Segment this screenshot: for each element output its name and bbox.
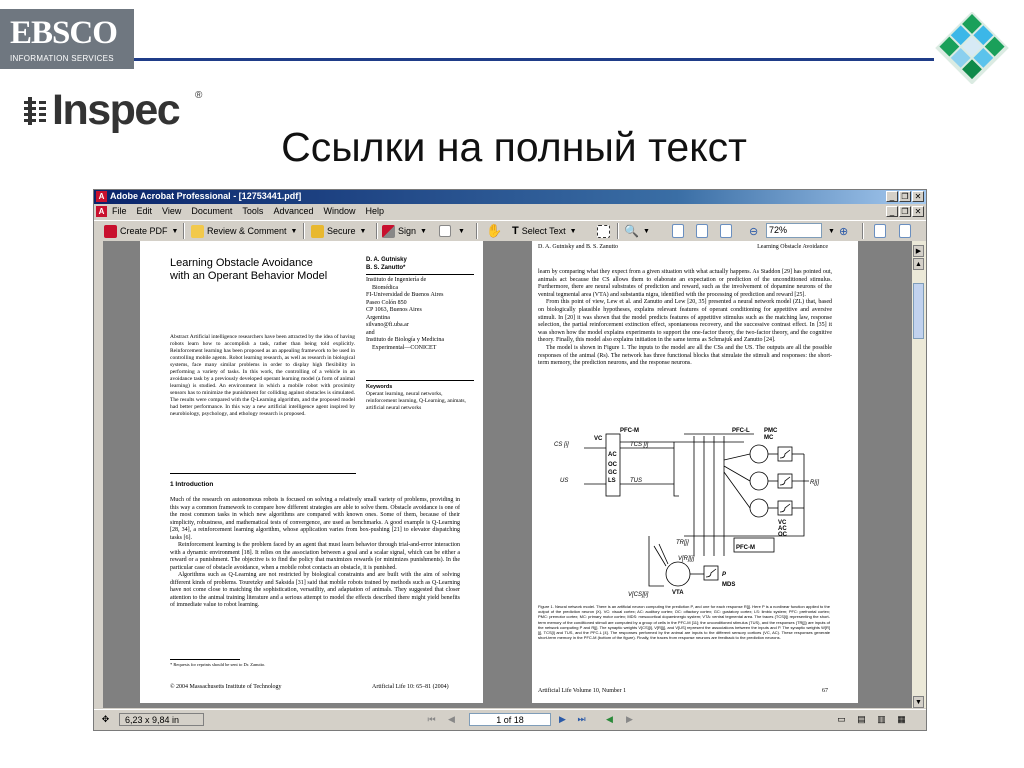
facing-icon[interactable]: ▥ <box>877 714 886 724</box>
menu-document[interactable]: Document <box>191 206 233 216</box>
affiliation-line: Paseo Colón 850 <box>366 299 407 306</box>
diagram-label: VC <box>778 520 787 526</box>
page-icon <box>672 224 684 238</box>
diagram-label: V[R][j] <box>678 556 695 562</box>
create-pdf-icon <box>104 225 117 238</box>
body-paragraph: The model is shown in Figure 1. The inputs to the model are all the CSs and the US. The outputs are all the possible responses of the animal (Rs). The network has three functional blocks that simulate the stimuli and responses: the short-term memory, the prediction neurons, and the response neurons. <box>538 344 832 367</box>
sign-label: Sign <box>398 226 417 236</box>
pointer-icon <box>439 225 451 237</box>
hand-icon: ✋ <box>486 223 503 238</box>
affiliation-line: Instituto de Biología y Medicina <box>366 337 444 343</box>
prev-page-icon[interactable]: ◀ <box>448 714 455 724</box>
actual-size-button[interactable] <box>672 223 687 239</box>
diagram-label: TUS <box>630 478 642 484</box>
menu-edit[interactable]: Edit <box>136 206 153 216</box>
scroll-up-icon[interactable]: ▲ <box>913 258 924 270</box>
toolbar-separator <box>183 223 185 239</box>
zoom-in-button[interactable] <box>839 223 848 239</box>
comment-icon <box>191 225 204 238</box>
dropdown-arrow-icon: ▼ <box>569 227 577 235</box>
zoom-out-icon: ⊖ <box>749 225 759 238</box>
paper-title <box>170 257 327 283</box>
body-paragraph: learn by comparing what they expect from a given situation with what actually happens. As Staddon [29] has pointed out, animals act because the CS allows them to elaborate an expectation or prediction of the unconditioned stimulus. Furthermore, there are neural substrates of prediction and reward, such as the involvement of dopamine neurons of the ventral tegmental area (VTA) and substantia nigra, identified with the processing of prediction and reward [25]. <box>538 269 832 298</box>
fit-page-icon <box>696 224 708 238</box>
keywords-block <box>366 380 474 412</box>
page-layout-icon <box>899 224 911 238</box>
continuous-icon[interactable]: ▤ <box>857 714 866 724</box>
diagram-label: VTA <box>672 590 684 596</box>
review-comment-button[interactable] <box>191 223 297 239</box>
page1-footer-left: © 2004 Massachusetts Institute of Technology <box>170 684 282 690</box>
zoom-dropdown[interactable] <box>824 223 835 239</box>
page-number: 67 <box>822 688 828 694</box>
neural-network-diagram <box>554 426 824 598</box>
continuous-facing-icon[interactable]: ▦ <box>897 714 906 724</box>
fit-width-button[interactable] <box>720 223 735 239</box>
intro-paragraph: Algorithms such as Q-Learning are not restricted by biological constraints and are built with the aim of solving different kinds of problems. Touretzky and Saksida [31] said that mobile robots trained by methods such as Q-Learning have not come close to matching the sophistication, versatility, and adaptation of animals. They suggested that closer attention to the animal training literature and a serious attempt to model the effects described there might yield benefits of immediate value to robot learning. <box>170 572 460 608</box>
footnote: * Requests for reprints should be sent to Dr. Zanutto. <box>170 662 266 667</box>
previous-view-icon[interactable]: ◀ <box>606 714 613 724</box>
diagram-label: P <box>722 572 727 578</box>
window-titlebar[interactable] <box>94 190 926 204</box>
secure-button[interactable] <box>311 223 366 239</box>
dropdown-arrow-icon: ▼ <box>458 227 465 235</box>
diagram-label: LS <box>608 478 616 484</box>
affiliation-line: FI-Universidad de Buenos Aires <box>366 292 444 298</box>
toolbar-separator <box>617 223 619 239</box>
dropdown-arrow-icon: ▼ <box>359 227 367 235</box>
toolbar-separator <box>476 223 478 239</box>
hand-tool-button[interactable] <box>486 223 502 239</box>
last-page-icon[interactable]: ⏭ <box>577 714 586 724</box>
snapshot-button[interactable] <box>597 223 613 239</box>
zoom-in-icon: ⊕ <box>839 225 849 238</box>
magnifier-icon: 🔍 <box>624 224 639 238</box>
doc-restore-button[interactable]: ❐ <box>899 206 911 217</box>
affiliation-line: Instituto de Ingeniería de <box>366 277 427 283</box>
close-button[interactable]: ✕ <box>912 191 924 202</box>
window-title: Adobe Acrobat Professional - [12753441.pdf] <box>110 191 302 201</box>
single-page-icon[interactable]: ▭ <box>837 714 846 724</box>
text-cursor-icon: T <box>512 225 519 237</box>
diagram-label: MC <box>764 435 774 441</box>
affiliation-line: and <box>366 329 375 336</box>
page-number-field[interactable]: 1 of 18 <box>469 713 551 726</box>
toolbar-separator <box>862 223 864 239</box>
toolbar <box>94 220 926 242</box>
diagram-label: TR[j] <box>676 540 689 546</box>
doc-minimize-button[interactable]: _ <box>886 206 898 217</box>
ebsco-logo <box>0 9 134 69</box>
author-name: B. S. Zanutto* <box>366 264 406 271</box>
ebsco-logo-subtext: INFORMATION SERVICES <box>10 54 114 63</box>
body-paragraph: From this point of view, Lew et al. and Zanutto and Lew [20, 35] presented a neural network model (ZL) that, based on biologically plausible hypotheses, explains relevant features of operant conditioning for appetitive and aversive stimuli. In [20] it was shown that the model predicts features of appetitive stimulus such as the matching law, response selection, the partial reinforcement extinction effect, spontaneous recovery, and the successive contrast effect. In [35] it was shown how the model explains experiments to support the one-factor theory, the two-factor theory, and the cognitive theory. Finally, this model also explains initiation in the same terms as Schmajuk and Zanutto [24]. <box>538 299 832 344</box>
menu-bar <box>94 205 926 219</box>
scroll-down-icon[interactable]: ▼ <box>913 696 924 708</box>
panel-toggle-icon[interactable]: ✥ <box>101 714 110 724</box>
toolbar-separator <box>376 223 378 239</box>
diagram-label: VC <box>594 436 603 442</box>
zoom-out-button[interactable] <box>749 223 758 239</box>
page2-header-right: Learning Obstacle Avoidance <box>757 244 828 250</box>
menu-file[interactable]: File <box>112 206 127 216</box>
sign-button[interactable] <box>382 223 427 239</box>
diagram-label: AC <box>608 452 617 458</box>
create-pdf-label: Create PDF <box>120 226 168 236</box>
menu-help[interactable]: Help <box>365 206 384 216</box>
affiliation-line: Argentina <box>366 314 390 321</box>
fit-width-icon <box>720 224 732 238</box>
diagram-label: MDS <box>722 582 736 588</box>
header-rule <box>134 58 934 61</box>
diagram-label: V[CS][i] <box>628 592 649 598</box>
page2-body <box>538 269 832 368</box>
minimize-button[interactable]: _ <box>886 191 898 202</box>
affiliation-line: Experimental—CONICET <box>372 344 437 351</box>
scroll-up-icon[interactable]: ▶ <box>913 245 924 257</box>
secure-label: Secure <box>327 226 356 236</box>
select-tool-button[interactable] <box>439 223 465 239</box>
vertical-scrollbar[interactable] <box>912 241 926 708</box>
keywords-heading: Keywords <box>366 384 393 390</box>
fit-page-button[interactable] <box>696 223 711 239</box>
diagram-label: GC <box>608 470 617 476</box>
inspec-logo-text: Inspec <box>52 86 180 134</box>
dropdown-arrow-icon: ▼ <box>642 227 650 235</box>
scrollbar-thumb[interactable] <box>913 283 924 339</box>
inspec-mark-icon <box>24 97 46 125</box>
page-dimensions: 6,23 x 9,84 in <box>119 713 204 726</box>
affiliation-line: Biomédica <box>372 284 398 291</box>
restore-button[interactable]: ❐ <box>899 191 911 202</box>
diagram-label: OC <box>608 462 617 468</box>
status-bar <box>94 709 926 731</box>
dropdown-arrow-icon: ▼ <box>828 227 835 235</box>
section-rule <box>170 473 356 474</box>
ebsco-logo-text: EBSCO <box>10 15 117 51</box>
intro-body <box>170 497 460 610</box>
menu-advanced[interactable]: Advanced <box>273 206 314 216</box>
intro-heading: 1 Introduction <box>170 481 214 488</box>
next-page-icon[interactable]: ▶ <box>559 714 566 724</box>
diagram-label: PFC-M <box>620 428 639 434</box>
first-page-icon[interactable]: ⏮ <box>427 714 436 724</box>
dropdown-arrow-icon: ▼ <box>171 227 179 235</box>
author-block <box>366 257 474 352</box>
abstract: Abstract Artificial intelligence researchers have been attracted by the idea of having robots learn how to accomplish a task, rather than being told explicitly. Reinforcement learning has been proposed as an appealing framework to be used in controlling mobile agents. Robot learning research, as well as research in biological systems, face many similar problems in order to display high flexibility in performing a variety of tasks. In this work, the controlling of a vehicle in an avoidance task by a previously developed operant learning model (a form of animal learning) is studied. An environment in which a mobile robot with proximity sensors has to minimize the punishment for colliding against obstacles is simulated. The results were compared with the Q-Learning algorithm, and the proposed model had better performance. In this way a new artificial intelligence agent inspired by neurobiology, psychology, and ethology research is proposed. <box>170 334 355 417</box>
doc-close-button[interactable]: ✕ <box>912 206 924 217</box>
footnote-rule <box>170 659 240 660</box>
navigation-pane-collapsed[interactable] <box>94 241 103 708</box>
menu-window[interactable]: Window <box>323 206 356 216</box>
review-comment-label: Review & Comment <box>207 226 287 236</box>
inspec-registered: ® <box>195 90 203 101</box>
page2-footer-left: Artificial Life Volume 10, Number 1 <box>538 688 627 694</box>
select-text-button[interactable] <box>512 223 577 239</box>
create-pdf-button[interactable] <box>104 223 178 239</box>
affiliation-line: silvano@fi.uba.ar <box>366 322 409 328</box>
acrobat-app-icon: A <box>96 191 107 202</box>
author-name: D. A. Gutnisky <box>366 257 407 263</box>
menu-tools[interactable]: Tools <box>242 206 264 216</box>
affiliation-line: CP 1063, Buenos Aires <box>366 307 422 313</box>
snapshot-icon <box>597 225 610 238</box>
diagram-label: US <box>560 478 569 484</box>
paper-title-line: with an Operant Behavior Model <box>170 270 328 282</box>
cube-logo-icon <box>930 12 1014 84</box>
pen-icon <box>382 225 395 238</box>
page1-footer-right: Artificial Life 10: 65–81 (2004) <box>372 684 449 690</box>
diagram-label: CS [i] <box>554 442 569 448</box>
rotate-button[interactable] <box>874 223 889 239</box>
diagram-label: OC <box>778 532 787 538</box>
diagram-label: AC <box>778 526 787 532</box>
intro-paragraph: Much of the research on autonomous robots is focused on solving a relatively small variety of problems, providing in this way a common framework to compare how different strategies are able to solve them. Obstacle avoidance is one of the most common tasks in which new algorithms are compared with known ones. Some of them, because of their simplicity, robustness, and mathematical tests of convergence, are used as benchmarks. A good example is Q-Learning [28, 34], a reinforcement learning algorithm, whose application varies from box-pushing [21] to elevator dispatching tasks [6]. <box>170 497 460 541</box>
diagram-label: PFC-M <box>736 545 755 551</box>
diagram-label: R[j] <box>810 480 819 486</box>
acrobat-window <box>93 189 927 731</box>
select-text-label: Select Text <box>521 226 566 236</box>
diagram-label: PFC-L <box>732 428 750 434</box>
slide-title <box>0 124 1024 171</box>
rotate-icon <box>874 224 886 238</box>
slide-title-text: Ссылки на полный текст <box>281 124 747 170</box>
figure-caption: Figure 1. Neural network model. There is an artificial neuron computing the prediction P, and one for each response R[j]. Here P is a nonlinear function applied to the output of the prediction neuron (X). VC: visual cortex; AC: auditory cortex; OC: olfactory cortex; GC: gustatory cortex; LS: limbic system; PFC: prefrontal cortex; PMC: premotor cortex; MC: primary motor cortex; MDS: mesocortical dopaminergic system; VTA: ventral tegmental area. The traces (TCS[i]) representing the short-term memory of the conditioned stimuli are computed by a group of cells in the PFC-M [11]; the unconditioned stimulus (TUS), and the responses (TR[j]) are inputs of the network computing P and R[j]. The synaptic weights V[CS][i], V[R][j], and V[US] represent the associations between the inputs and P. The synaptic weights W[R][j], TCS[i] and TUS, and the PFC-L [4]. The responses performed by the animal are inputs to the different sensory cortices (VC, AC). These responses generate short-term memory in the PFC-M (bottom of the figure). Finally, the traces from response neurons are feedback to the prediction neurons. <box>538 604 830 641</box>
zoom-field[interactable]: 72% <box>766 223 822 238</box>
zoom-tool-button[interactable] <box>624 223 650 239</box>
page2-header-left: D. A. Gutnisky and B. S. Zanutto <box>538 244 619 250</box>
keywords-text: Operant learning, neural networks, reinforcement learning, Q-Learning, animats, artificial neural networks <box>366 391 466 411</box>
page-layout-button[interactable] <box>899 223 914 239</box>
lock-icon <box>311 225 324 238</box>
menu-view[interactable]: View <box>162 206 182 216</box>
dropdown-arrow-icon: ▼ <box>420 227 427 235</box>
next-view-icon[interactable]: ▶ <box>626 714 633 724</box>
diagram-label: TCS [i] <box>630 442 649 448</box>
pdf-page-1 <box>140 241 483 703</box>
intro-paragraph: Reinforcement learning is the problem faced by an agent that must learn behavior through trial-and-error interaction with a dynamic environment [18]. It relies on the association between a goal and a scalar signal, which can be either a reward or a punishment. The objective is to find the policy that maximizes rewards (or minimizes punishments). In the particular case of obstacle avoidance, when a mobile robot contacts an obstacle, it is punished. <box>170 542 460 571</box>
dropdown-arrow-icon: ▼ <box>290 227 298 235</box>
paper-title-line: Learning Obstacle Avoidance <box>170 257 313 269</box>
diagram-label: PMC <box>764 428 778 434</box>
document-icon[interactable]: A <box>96 206 107 217</box>
toolbar-separator <box>303 223 305 239</box>
pdf-page-2 <box>532 241 858 703</box>
